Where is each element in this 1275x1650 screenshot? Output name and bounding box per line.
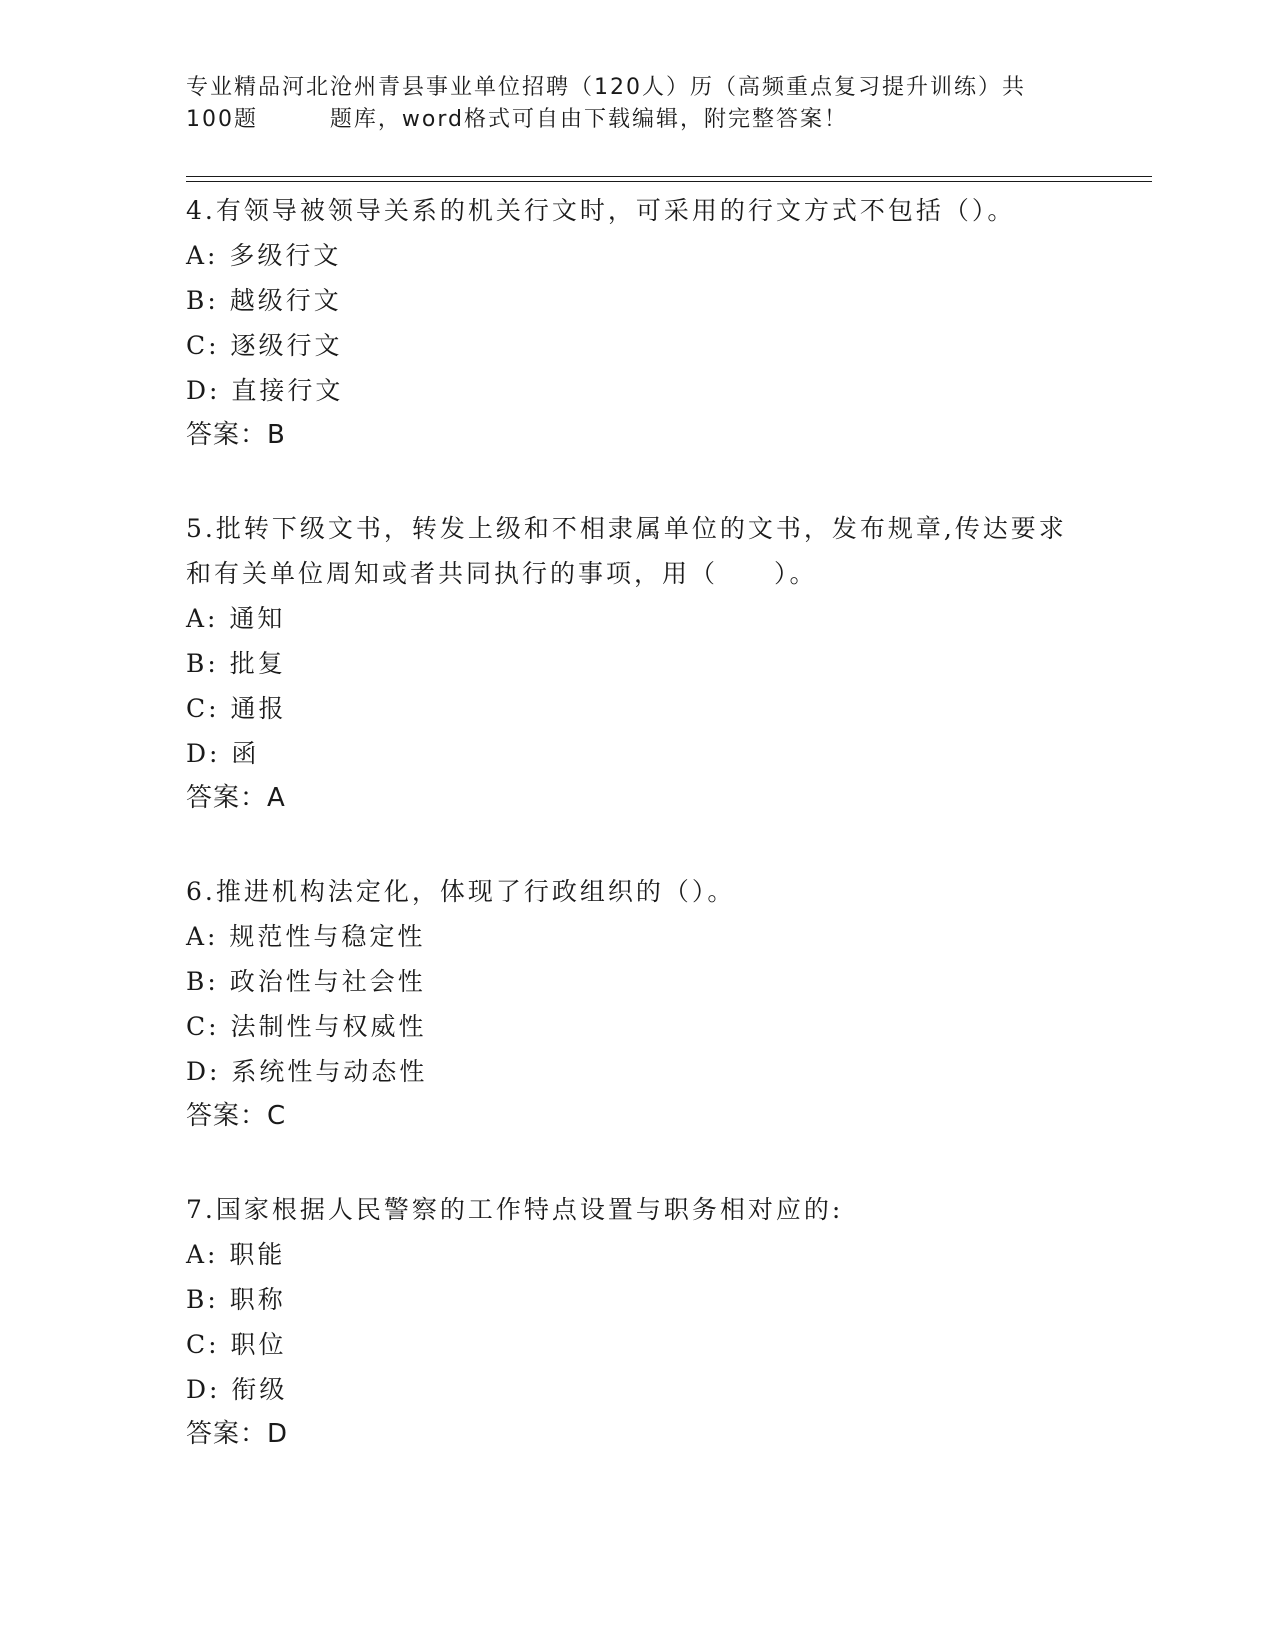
question-7 [186,1187,1086,1457]
option-b: B: 职称 [186,1285,286,1314]
option-c: C: 法制性与权威性 [186,1012,427,1041]
answer-line: 答案：A [186,783,286,813]
option-d: D: 直接行文 [186,376,344,405]
header-divider-bottom [186,181,1152,182]
option-c: C: 逐级行文 [186,331,343,360]
option-d: D: 衔级 [186,1375,288,1404]
question-4 [186,188,1086,458]
option-c: C: 职位 [186,1330,287,1359]
document-header [186,72,1066,136]
question-text: 6.推进机构法定化，体现了行政组织的（）。 [186,877,736,906]
answer-line: 答案：C [186,1101,287,1131]
header-divider-top [186,176,1152,177]
header-title-line-2: 100题 题库，word格式可自由下载编辑，附完整答案！ [186,107,849,132]
option-b: B: 政治性与社会性 [186,967,426,996]
option-d: D: 系统性与动态性 [186,1057,428,1086]
question-5 [186,506,1086,821]
question-text: 7.国家根据人民警察的工作特点设置与职务相对应的: [186,1195,844,1224]
option-d: D: 函 [186,739,260,768]
question-text: 4.有领导被领导关系的机关行文时，可采用的行文方式不包括（）。 [186,196,1016,225]
option-a: A: 职能 [186,1240,286,1269]
option-a: A: 规范性与稳定性 [186,922,426,951]
answer-line: 答案：D [186,1419,289,1449]
header-title-line-1: 专业精品河北沧州青县事业单位招聘（120人）历（高频重点复习提升训练）共 [186,75,1026,100]
question-text: 5.批转下级文书，转发上级和不相隶属单位的文书，发布规章,传达要求和有关单位周知或者共同执行的事项，用（ ）。 [186,514,1067,588]
option-a: A: 多级行文 [186,241,342,270]
question-6 [186,869,1086,1139]
question-list [186,188,1086,1505]
option-b: B: 越级行文 [186,286,342,315]
answer-line: 答案：B [186,420,286,450]
option-b: B: 批复 [186,649,286,678]
option-c: C: 通报 [186,694,287,723]
option-a: A: 通知 [186,604,286,633]
